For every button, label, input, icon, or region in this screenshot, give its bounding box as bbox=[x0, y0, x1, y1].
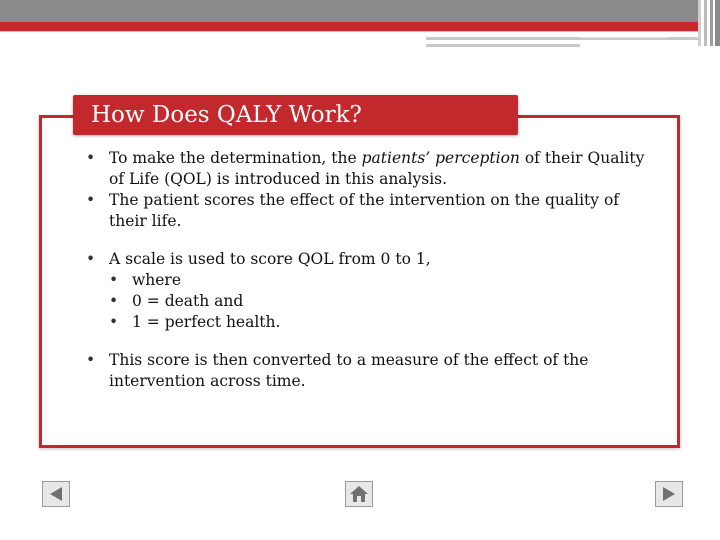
bullet-text: of their Quality of Life (QOL) is introduced in this analysis. bbox=[109, 149, 645, 188]
bullet-emphasis: patients’ perception bbox=[361, 149, 520, 167]
bullet-item bbox=[86, 350, 646, 392]
bullet-list bbox=[86, 350, 646, 392]
bullet-item bbox=[86, 249, 646, 333]
slide-title: How Does QALY Work? bbox=[91, 102, 362, 128]
triangle-left-icon bbox=[43, 482, 69, 506]
bullet-text: This score is then converted to a measure of the effect of the intervention across time. bbox=[109, 351, 589, 390]
bullet-list bbox=[86, 148, 646, 232]
top-red-bar bbox=[0, 22, 698, 31]
top-right-stripes bbox=[698, 0, 720, 46]
sub-bullet-text: where bbox=[132, 271, 182, 289]
top-gray-bar bbox=[0, 0, 698, 22]
bullet-text: To make the determination, the bbox=[109, 149, 362, 167]
sub-bullet-list bbox=[109, 270, 646, 333]
decor-line bbox=[426, 44, 580, 47]
spacer bbox=[86, 333, 646, 350]
sub-bullet-text: 0 = death and bbox=[132, 292, 244, 310]
bullet-item bbox=[86, 148, 646, 190]
sub-bullet-item bbox=[109, 312, 646, 333]
next-slide-button[interactable] bbox=[655, 481, 683, 507]
bullet-text: A scale is used to score QOL from 0 to 1, bbox=[109, 250, 431, 268]
sub-bullet-item bbox=[109, 291, 646, 312]
triangle-right-icon bbox=[656, 482, 682, 506]
bullet-list bbox=[86, 249, 646, 333]
decor-line bbox=[580, 37, 668, 38]
sub-bullet-text: 1 = perfect health. bbox=[132, 313, 281, 331]
title-banner bbox=[73, 95, 518, 135]
bullet-text: The patient scores the effect of the intervention on the quality of their life. bbox=[109, 191, 620, 230]
home-button[interactable] bbox=[345, 481, 373, 507]
bullet-item bbox=[86, 190, 646, 232]
sub-bullet-item bbox=[109, 270, 646, 291]
top-divider bbox=[0, 31, 698, 32]
house-icon bbox=[346, 482, 372, 506]
previous-slide-button[interactable] bbox=[42, 481, 70, 507]
slide-body bbox=[86, 148, 646, 392]
spacer bbox=[86, 232, 646, 249]
